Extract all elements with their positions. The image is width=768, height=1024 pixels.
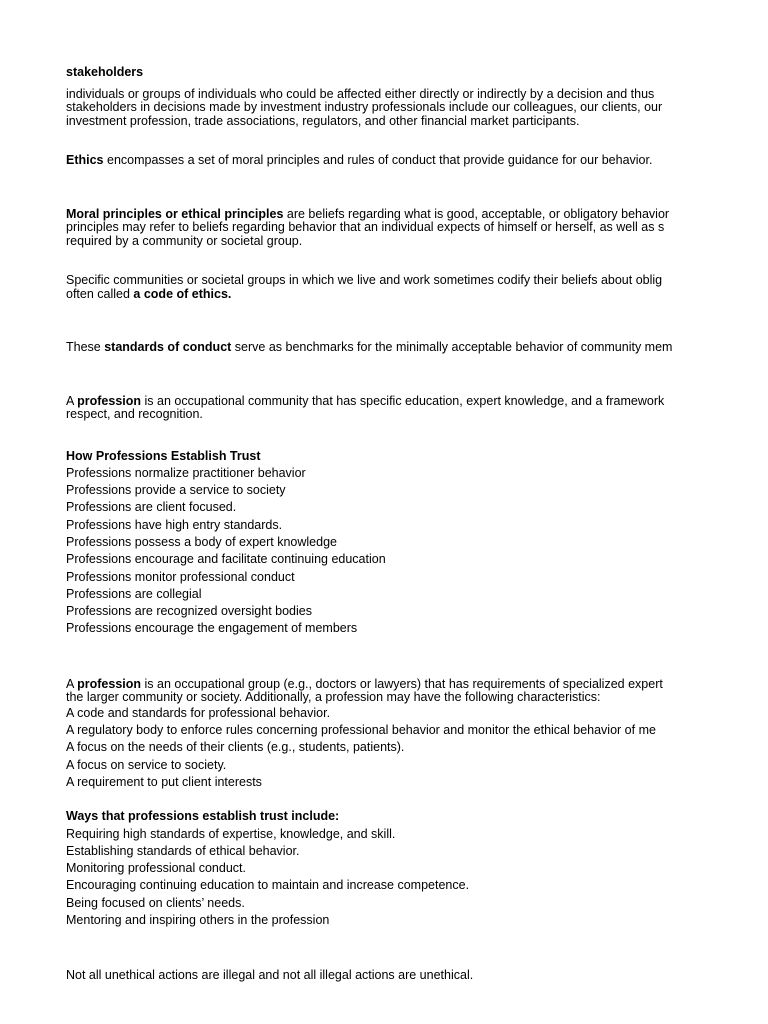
- list-item: Mentoring and inspiring others in the profession: [66, 913, 330, 928]
- stakeholders-definition-line: investment profession, trade associations, regulators, and other financial market participants.: [66, 113, 580, 128]
- profession-term: profession: [77, 393, 142, 408]
- code-of-ethics-term: a code of ethics.: [133, 286, 232, 301]
- list-item: A focus on the needs of their clients (e.g., students, patients).: [66, 740, 405, 755]
- stakeholders-heading: stakeholders: [66, 66, 144, 79]
- list-item: A regulatory body to enforce rules concerning professional behavior and monitor the ethical behavior of me: [66, 723, 656, 738]
- moral-principles-line: Moral principles or ethical principles are beliefs regarding what is good, acceptable, or obligatory behavior: [66, 206, 670, 221]
- list-item: Requiring high standards of expertise, knowledge, and skill.: [66, 826, 396, 841]
- list-item: Professions provide a service to society: [66, 483, 286, 498]
- list-item: Professions are client focused.: [66, 500, 237, 515]
- list-item: Professions encourage and facilitate continuing education: [66, 552, 386, 567]
- list-item: Being focused on clients’ needs.: [66, 895, 245, 910]
- list-item: Professions monitor professional conduct: [66, 569, 295, 584]
- standards-of-conduct-term: standards of conduct: [104, 340, 232, 354]
- moral-principles-term: Moral principles or ethical principles: [66, 206, 284, 221]
- profession-definition-line: respect, and recognition.: [66, 407, 203, 421]
- closing-statement: Not all unethical actions are illegal and not all illegal actions are unethical.: [66, 968, 474, 983]
- list-item: Professions are recognized oversight bodies: [66, 604, 312, 619]
- list-item: Establishing standards of ethical behavior.: [66, 843, 300, 858]
- stakeholders-definition-line: stakeholders in decisions made by investment industry professionals include our colleagues, our clients, our: [66, 100, 663, 114]
- trust-heading: How Professions Establish Trust: [66, 448, 261, 463]
- profession-characteristics-line: A profession is an occupational group (e.g., doctors or lawyers) that has requirements of specialized expert: [66, 676, 663, 691]
- document-text: [66, 66, 686, 983]
- moral-principles-line: required by a community or societal group.: [66, 233, 303, 248]
- profession-term: profession: [77, 676, 142, 691]
- list-item: Monitoring professional conduct.: [66, 861, 246, 876]
- list-item: Professions have high entry standards.: [66, 517, 283, 532]
- ethics-term: Ethics: [66, 153, 104, 167]
- ways-heading: Ways that professions establish trust include:: [66, 809, 340, 824]
- list-item: Encouraging continuing education to maintain and increase competence.: [66, 878, 470, 893]
- moral-principles-line: principles may refer to beliefs regarding behavior that an individual expects of himself or herself, as well as s: [66, 220, 665, 234]
- ethics-definition: Ethics encompasses a set of moral principles and rules of conduct that provide guidance for our behavior.: [66, 153, 653, 167]
- list-item: Professions possess a body of expert knowledge: [66, 534, 337, 549]
- list-item: A focus on service to society.: [66, 757, 227, 772]
- profession-definition-line: A profession is an occupational community that has specific education, expert knowledge, and a framework: [66, 393, 665, 408]
- code-of-ethics-line: often called a code of ethics.: [66, 286, 232, 301]
- list-item: Professions are collegial: [66, 586, 202, 601]
- code-of-ethics-line: Specific communities or societal groups in which we live and work sometimes codify their beliefs about oblig: [66, 273, 663, 287]
- standards-of-conduct-line: These standards of conduct serve as benchmarks for the minimally acceptable behavior of community mem: [66, 340, 673, 354]
- stakeholders-definition-line: individuals or groups of individuals who could be affected either directly or indirectly by a decision and thus: [66, 86, 655, 101]
- list-item: Professions normalize practitioner behavior: [66, 465, 306, 480]
- profession-characteristics-line: the larger community or society. Additionally, a profession may have the following characteristics:: [66, 690, 601, 705]
- list-item: Professions encourage the engagement of members: [66, 621, 358, 636]
- list-item: A code and standards for professional behavior.: [66, 705, 331, 720]
- list-item: A requirement to put client interests: [66, 774, 262, 789]
